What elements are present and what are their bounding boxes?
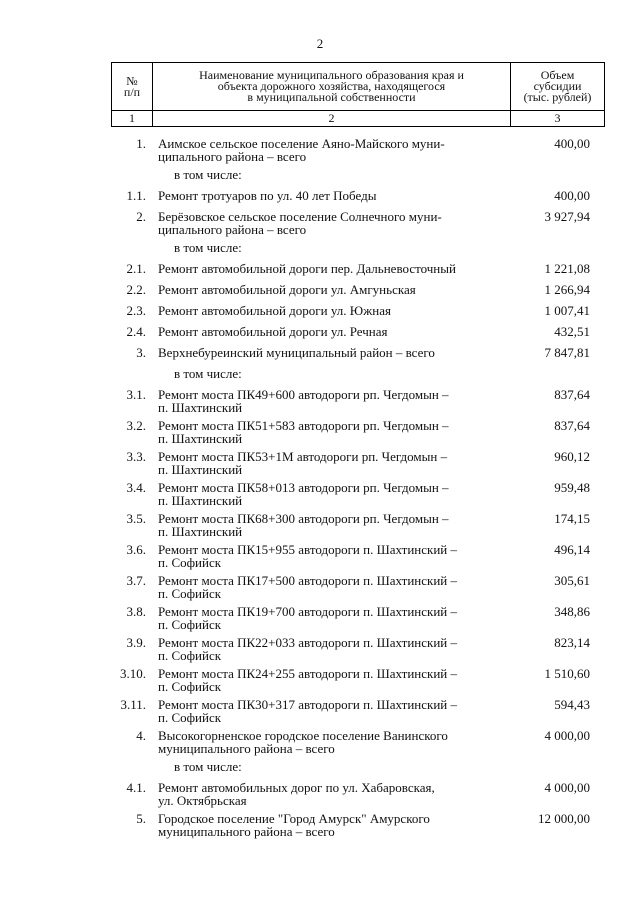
row-name	[158, 812, 508, 838]
row-name-line2: ул. Октябрьская	[158, 793, 247, 808]
row-number: 3.10.	[120, 666, 146, 681]
row-number: 3.3.	[126, 449, 146, 464]
row-name-line1: Ремонт тротуаров по ул. 40 лет Победы	[158, 188, 377, 203]
row-value: 4 000,00	[544, 728, 590, 743]
row-value: 594,43	[554, 697, 590, 712]
row-name-line2: п. Софийск	[158, 679, 222, 694]
row-name-line1: Ремонт моста ПК58+013 автодороги рп. Чегдомын –	[158, 480, 449, 495]
row-name-line1: Ремонт автомобильных дорог по ул. Хабаровская,	[158, 780, 435, 795]
row-name-line1: Аимское сельское поселение Аяно-Майского муни-	[158, 136, 445, 151]
row-value: 7 847,81	[544, 345, 590, 360]
row-number: 3.7.	[126, 573, 146, 588]
row-name-line1: Берёзовское сельское поселение Солнечного муни-	[158, 209, 442, 224]
row-value: 1 221,08	[544, 261, 590, 276]
row-value: 837,64	[554, 418, 590, 433]
row-name	[158, 325, 508, 338]
row-number: 3.8.	[126, 604, 146, 619]
row-value: 960,12	[554, 449, 590, 464]
row-number: 3.4.	[126, 480, 146, 495]
row-name	[158, 605, 508, 631]
row-name	[158, 543, 508, 569]
row-number: 1.	[136, 136, 146, 151]
row-name-line1: Ремонт моста ПК24+255 автодороги п. Шахтинский –	[158, 666, 457, 681]
row-name	[158, 262, 508, 275]
row-number: 3.	[136, 345, 146, 360]
row-name	[158, 574, 508, 600]
row-name	[158, 210, 508, 236]
row-name-line2: п. Шахтинский	[158, 431, 243, 446]
row-number: 1.1.	[126, 188, 146, 203]
table-header	[111, 62, 605, 127]
row-value: 400,00	[554, 188, 590, 203]
row-name-line2: п. Шахтинский	[158, 400, 243, 415]
subheading-label: в том числе:	[174, 240, 242, 255]
row-name-line2: п. Шахтинский	[158, 524, 243, 539]
row-value: 174,15	[554, 511, 590, 526]
row-name-line1: Ремонт автомобильной дороги ул. Амгуньская	[158, 282, 416, 297]
row-name	[158, 388, 508, 414]
row-name-line2: муниципального района – всего	[158, 741, 335, 756]
row-name-line1: Высокогорненское городское поселение Ванинского	[158, 728, 448, 743]
row-value: 1 510,60	[544, 666, 590, 681]
row-number: 2.4.	[126, 324, 146, 339]
header-name-column: Наименование муниципального образования края и объекта дорожного хозяйства, находящегося в муниципальной собственности	[153, 63, 511, 111]
row-name-line2: муниципального района – всего	[158, 824, 335, 839]
row-name-line1: Ремонт автомобильной дороги ул. Речная	[158, 324, 388, 339]
row-name-line1: Ремонт автомобильной дороги пер. Дальневосточный	[158, 261, 456, 276]
row-value: 823,14	[554, 635, 590, 650]
row-number: 3.11.	[120, 697, 146, 712]
row-name	[158, 189, 508, 202]
row-name-line1: Городское поселение "Город Амурск" Амурского	[158, 811, 430, 826]
row-name-line1: Ремонт автомобильной дороги ул. Южная	[158, 303, 391, 318]
row-name-line1: Ремонт моста ПК15+955 автодороги п. Шахтинский –	[158, 542, 457, 557]
row-name	[158, 346, 508, 359]
row-number: 3.6.	[126, 542, 146, 557]
row-value: 4 000,00	[544, 780, 590, 795]
row-name-line2: п. Софийск	[158, 617, 222, 632]
row-value: 348,86	[554, 604, 590, 619]
row-name-line2: п. Шахтинский	[158, 493, 243, 508]
row-name-line1: Ремонт моста ПК19+700 автодороги п. Шахтинский –	[158, 604, 457, 619]
row-number: 4.1.	[126, 780, 146, 795]
row-name-line1: Верхнебуреинский муниципальный район – всего	[158, 345, 435, 360]
row-value: 400,00	[554, 136, 590, 151]
row-value: 432,51	[554, 324, 590, 339]
row-value: 837,64	[554, 387, 590, 402]
row-number: 3.9.	[126, 635, 146, 650]
row-number: 2.2.	[126, 282, 146, 297]
row-name	[158, 304, 508, 317]
row-number: 2.1.	[126, 261, 146, 276]
row-number: 4.	[136, 728, 146, 743]
row-name	[158, 512, 508, 538]
header-number-column: № п/п	[112, 63, 153, 111]
subheading-label: в том числе:	[174, 759, 242, 774]
row-name-line2: п. Софийск	[158, 555, 222, 570]
row-name-line1: Ремонт моста ПК68+300 автодороги рп. Чегдомын –	[158, 511, 449, 526]
row-name-line2: ципального района – всего	[158, 222, 307, 237]
row-number: 3.5.	[126, 511, 146, 526]
row-name	[158, 419, 508, 445]
row-number: 2.	[136, 209, 146, 224]
row-number: 3.2.	[126, 418, 146, 433]
row-value: 12 000,00	[538, 811, 590, 826]
header-index-1: 1	[112, 111, 153, 127]
row-name-line1: Ремонт моста ПК53+1М автодороги рп. Чегдомын –	[158, 449, 448, 464]
row-number: 3.1.	[126, 387, 146, 402]
row-name-line2: п. Софийск	[158, 586, 222, 601]
row-name	[158, 781, 508, 807]
page-number: 2	[316, 36, 324, 51]
row-name	[158, 636, 508, 662]
row-name	[158, 729, 508, 755]
row-value: 496,14	[554, 542, 590, 557]
row-name-line1: Ремонт моста ПК22+033 автодороги п. Шахтинский –	[158, 635, 457, 650]
row-name	[158, 450, 508, 476]
header-volume-column: Объем субсидии (тыс. рублей)	[511, 63, 605, 111]
row-value: 305,61	[554, 573, 590, 588]
row-number: 5.	[136, 811, 146, 826]
row-name-line1: Ремонт моста ПК49+600 автодороги рп. Чегдомын –	[158, 387, 449, 402]
row-value: 1 266,94	[544, 282, 590, 297]
row-name-line2: п. Шахтинский	[158, 462, 243, 477]
row-name-line2: ципального района – всего	[158, 149, 307, 164]
row-name	[158, 667, 508, 693]
subheading-label: в том числе:	[174, 167, 242, 182]
row-value: 1 007,41	[544, 303, 590, 318]
row-number: 2.3.	[126, 303, 146, 318]
row-name	[158, 481, 508, 507]
row-name	[158, 698, 508, 724]
subheading-label: в том числе:	[174, 366, 242, 381]
row-name-line2: п. Софийск	[158, 648, 222, 663]
row-value: 3 927,94	[544, 209, 590, 224]
row-name-line1: Ремонт моста ПК51+583 автодороги рп. Чегдомын –	[158, 418, 449, 433]
row-name	[158, 283, 508, 296]
row-name	[158, 137, 508, 163]
row-name-line1: Ремонт моста ПК17+500 автодороги п. Шахтинский –	[158, 573, 457, 588]
row-name-line2: п. Софийск	[158, 710, 222, 725]
header-index-3: 3	[511, 111, 605, 127]
row-value: 959,48	[554, 480, 590, 495]
row-name-line1: Ремонт моста ПК30+317 автодороги п. Шахтинский –	[158, 697, 457, 712]
header-index-2: 2	[153, 111, 511, 127]
